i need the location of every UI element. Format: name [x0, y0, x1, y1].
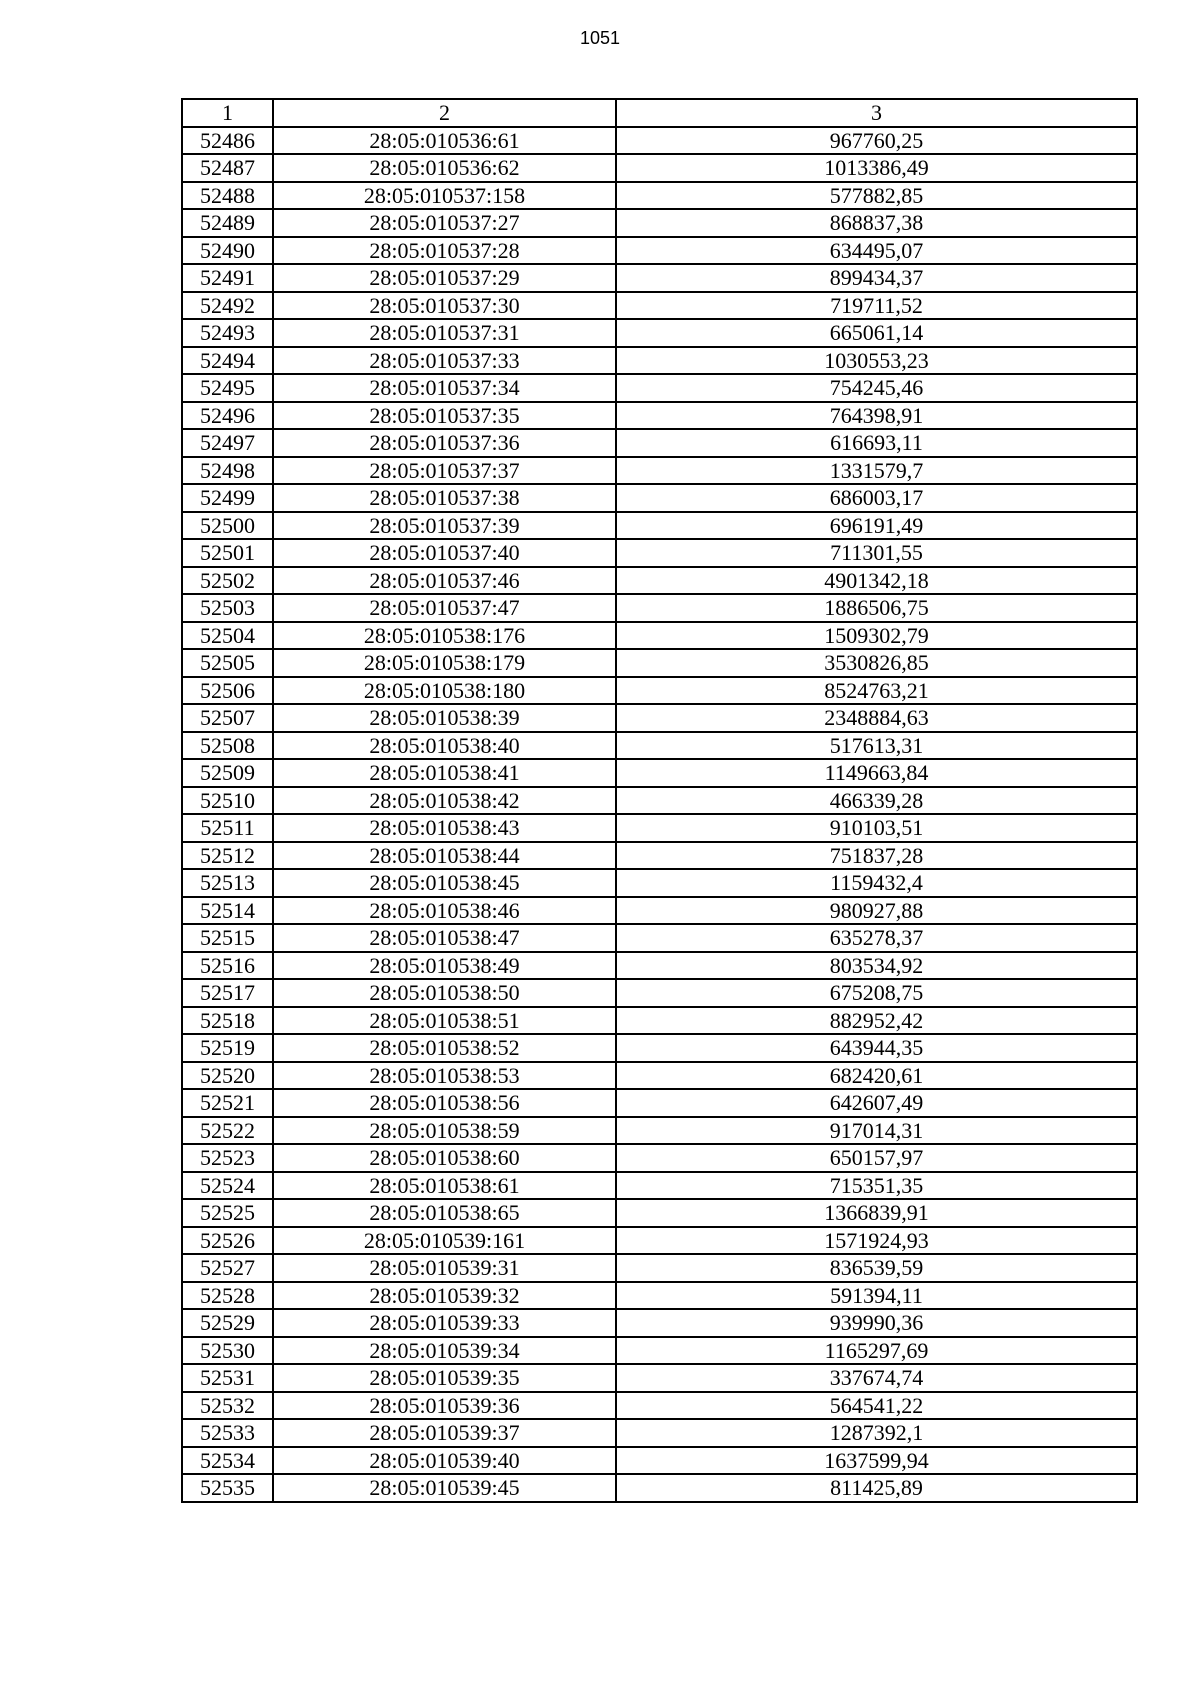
table-row: [182, 1117, 1137, 1145]
value-cell: 1509302,79: [616, 622, 1137, 650]
row-number-cell: 52488: [182, 182, 273, 210]
value-cell: 719711,52: [616, 292, 1137, 320]
table-row: [182, 1062, 1137, 1090]
table-row: [182, 787, 1137, 815]
value-cell: 715351,35: [616, 1172, 1137, 1200]
value-cell: 616693,11: [616, 429, 1137, 457]
value-cell: 764398,91: [616, 402, 1137, 430]
row-number-cell: 52518: [182, 1007, 273, 1035]
value-cell: 803534,92: [616, 952, 1137, 980]
column-header-2: 2: [273, 99, 616, 127]
table-row: [182, 897, 1137, 925]
table-header-row: [182, 99, 1137, 127]
row-number-cell: 52514: [182, 897, 273, 925]
row-number-cell: 52501: [182, 539, 273, 567]
cadastral-number-cell: 28:05:010537:34: [273, 374, 616, 402]
value-cell: 917014,31: [616, 1117, 1137, 1145]
value-cell: 711301,55: [616, 539, 1137, 567]
table-row: [182, 869, 1137, 897]
value-cell: 8524763,21: [616, 677, 1137, 705]
column-header-1: 1: [182, 99, 273, 127]
value-cell: 577882,85: [616, 182, 1137, 210]
cadastral-number-cell: 28:05:010538:180: [273, 677, 616, 705]
value-cell: 1886506,75: [616, 594, 1137, 622]
cadastral-number-cell: 28:05:010537:29: [273, 264, 616, 292]
row-number-cell: 52526: [182, 1227, 273, 1255]
table-row: [182, 539, 1137, 567]
table-row: [182, 842, 1137, 870]
value-cell: 754245,46: [616, 374, 1137, 402]
table-row: [182, 1034, 1137, 1062]
cadastral-number-cell: 28:05:010537:37: [273, 457, 616, 485]
cadastral-number-cell: 28:05:010537:40: [273, 539, 616, 567]
value-cell: 1159432,4: [616, 869, 1137, 897]
table-row: [182, 979, 1137, 1007]
table-row: [182, 1474, 1137, 1502]
cadastral-number-cell: 28:05:010538:61: [273, 1172, 616, 1200]
row-number-cell: 52517: [182, 979, 273, 1007]
table-row: [182, 154, 1137, 182]
cadastral-number-cell: 28:05:010537:38: [273, 484, 616, 512]
row-number-cell: 52499: [182, 484, 273, 512]
row-number-cell: 52527: [182, 1254, 273, 1282]
row-number-cell: 52507: [182, 704, 273, 732]
table-row: [182, 429, 1137, 457]
table-row: [182, 1199, 1137, 1227]
row-number-cell: 52502: [182, 567, 273, 595]
cadastral-number-cell: 28:05:010539:34: [273, 1337, 616, 1365]
cadastral-number-cell: 28:05:010539:37: [273, 1419, 616, 1447]
cadastral-number-cell: 28:05:010537:28: [273, 237, 616, 265]
table-row: [182, 1254, 1137, 1282]
table-row: [182, 182, 1137, 210]
value-cell: 910103,51: [616, 814, 1137, 842]
cadastral-number-cell: 28:05:010538:40: [273, 732, 616, 760]
value-cell: 1030553,23: [616, 347, 1137, 375]
row-number-cell: 52493: [182, 319, 273, 347]
value-cell: 1571924,93: [616, 1227, 1137, 1255]
table-row: [182, 292, 1137, 320]
cadastral-number-cell: 28:05:010539:45: [273, 1474, 616, 1502]
value-cell: 682420,61: [616, 1062, 1137, 1090]
cadastral-number-cell: 28:05:010539:31: [273, 1254, 616, 1282]
row-number-cell: 52506: [182, 677, 273, 705]
table-row: [182, 347, 1137, 375]
table-row: [182, 677, 1137, 705]
value-cell: 665061,14: [616, 319, 1137, 347]
value-cell: 591394,11: [616, 1282, 1137, 1310]
cadastral-number-cell: 28:05:010536:61: [273, 127, 616, 155]
table-row: [182, 402, 1137, 430]
table-row: [182, 512, 1137, 540]
row-number-cell: 52522: [182, 1117, 273, 1145]
table-row: [182, 319, 1137, 347]
row-number-cell: 52496: [182, 402, 273, 430]
row-number-cell: 52505: [182, 649, 273, 677]
table-row: [182, 1007, 1137, 1035]
row-number-cell: 52519: [182, 1034, 273, 1062]
cadastral-number-cell: 28:05:010538:65: [273, 1199, 616, 1227]
cadastral-number-cell: 28:05:010538:44: [273, 842, 616, 870]
value-cell: 751837,28: [616, 842, 1137, 870]
cadastral-number-cell: 28:05:010536:62: [273, 154, 616, 182]
value-cell: 643944,35: [616, 1034, 1137, 1062]
value-cell: 1287392,1: [616, 1419, 1137, 1447]
row-number-cell: 52525: [182, 1199, 273, 1227]
table-row: [182, 1144, 1137, 1172]
row-number-cell: 52512: [182, 842, 273, 870]
table-row: [182, 924, 1137, 952]
cadastral-number-cell: 28:05:010538:47: [273, 924, 616, 952]
cadastral-number-cell: 28:05:010538:41: [273, 759, 616, 787]
table-body: [182, 99, 1137, 1502]
cadastral-number-cell: 28:05:010537:33: [273, 347, 616, 375]
value-cell: 3530826,85: [616, 649, 1137, 677]
cadastral-number-cell: 28:05:010538:46: [273, 897, 616, 925]
row-number-cell: 52529: [182, 1309, 273, 1337]
row-number-cell: 52530: [182, 1337, 273, 1365]
table-row: [182, 952, 1137, 980]
row-number-cell: 52520: [182, 1062, 273, 1090]
value-cell: 4901342,18: [616, 567, 1137, 595]
cadastral-number-cell: 28:05:010538:39: [273, 704, 616, 732]
value-cell: 635278,37: [616, 924, 1137, 952]
cadastral-number-cell: 28:05:010538:50: [273, 979, 616, 1007]
cadastral-number-cell: 28:05:010538:45: [273, 869, 616, 897]
row-number-cell: 52524: [182, 1172, 273, 1200]
row-number-cell: 52531: [182, 1364, 273, 1392]
value-cell: 1366839,91: [616, 1199, 1137, 1227]
table-row: [182, 1309, 1137, 1337]
value-cell: 1013386,49: [616, 154, 1137, 182]
table-row: [182, 1419, 1137, 1447]
cadastral-number-cell: 28:05:010538:42: [273, 787, 616, 815]
row-number-cell: 52487: [182, 154, 273, 182]
table-row: [182, 1392, 1137, 1420]
row-number-cell: 52521: [182, 1089, 273, 1117]
table-row: [182, 704, 1137, 732]
row-number-cell: 52500: [182, 512, 273, 540]
value-cell: 868837,38: [616, 209, 1137, 237]
row-number-cell: 52510: [182, 787, 273, 815]
table-row: [182, 732, 1137, 760]
cadastral-number-cell: 28:05:010537:39: [273, 512, 616, 540]
value-cell: 696191,49: [616, 512, 1137, 540]
row-number-cell: 52516: [182, 952, 273, 980]
row-number-cell: 52492: [182, 292, 273, 320]
value-cell: 517613,31: [616, 732, 1137, 760]
table-row: [182, 814, 1137, 842]
value-cell: 811425,89: [616, 1474, 1137, 1502]
cadastral-number-cell: 28:05:010538:60: [273, 1144, 616, 1172]
value-cell: 675208,75: [616, 979, 1137, 1007]
row-number-cell: 52495: [182, 374, 273, 402]
value-cell: 836539,59: [616, 1254, 1137, 1282]
value-cell: 686003,17: [616, 484, 1137, 512]
table-row: [182, 622, 1137, 650]
row-number-cell: 52513: [182, 869, 273, 897]
table-row: [182, 1282, 1137, 1310]
table-row: [182, 1089, 1137, 1117]
cadastral-number-cell: 28:05:010539:32: [273, 1282, 616, 1310]
row-number-cell: 52486: [182, 127, 273, 155]
cadastral-number-cell: 28:05:010537:27: [273, 209, 616, 237]
table-row: [182, 594, 1137, 622]
value-cell: 466339,28: [616, 787, 1137, 815]
row-number-cell: 52528: [182, 1282, 273, 1310]
value-cell: 650157,97: [616, 1144, 1137, 1172]
row-number-cell: 52490: [182, 237, 273, 265]
row-number-cell: 52523: [182, 1144, 273, 1172]
value-cell: 564541,22: [616, 1392, 1137, 1420]
cadastral-number-cell: 28:05:010538:53: [273, 1062, 616, 1090]
table-row: [182, 1447, 1137, 1475]
cadastral-number-cell: 28:05:010538:59: [273, 1117, 616, 1145]
cadastral-number-cell: 28:05:010538:51: [273, 1007, 616, 1035]
cadastral-number-cell: 28:05:010537:36: [273, 429, 616, 457]
row-number-cell: 52534: [182, 1447, 273, 1475]
page-number: 1051: [579, 28, 621, 48]
row-number-cell: 52515: [182, 924, 273, 952]
row-number-cell: 52535: [182, 1474, 273, 1502]
row-number-cell: 52532: [182, 1392, 273, 1420]
value-cell: 967760,25: [616, 127, 1137, 155]
table-row: [182, 484, 1137, 512]
cadastral-number-cell: 28:05:010539:36: [273, 1392, 616, 1420]
row-number-cell: 52498: [182, 457, 273, 485]
cadastral-number-cell: 28:05:010538:52: [273, 1034, 616, 1062]
table-row: [182, 1172, 1137, 1200]
table-row: [182, 649, 1137, 677]
value-cell: 1637599,94: [616, 1447, 1137, 1475]
cadastral-number-cell: 28:05:010537:158: [273, 182, 616, 210]
registry-table: [181, 98, 1138, 1503]
table-row: [182, 1364, 1137, 1392]
value-cell: 337674,74: [616, 1364, 1137, 1392]
cadastral-number-cell: 28:05:010539:33: [273, 1309, 616, 1337]
cadastral-number-cell: 28:05:010537:30: [273, 292, 616, 320]
table-row: [182, 457, 1137, 485]
cadastral-number-cell: 28:05:010537:31: [273, 319, 616, 347]
row-number-cell: 52509: [182, 759, 273, 787]
table-row: [182, 127, 1137, 155]
value-cell: 899434,37: [616, 264, 1137, 292]
cadastral-number-cell: 28:05:010539:35: [273, 1364, 616, 1392]
value-cell: 642607,49: [616, 1089, 1137, 1117]
table-row: [182, 1227, 1137, 1255]
cadastral-number-cell: 28:05:010538:49: [273, 952, 616, 980]
cadastral-number-cell: 28:05:010539:161: [273, 1227, 616, 1255]
value-cell: 939990,36: [616, 1309, 1137, 1337]
row-number-cell: 52533: [182, 1419, 273, 1447]
cadastral-number-cell: 28:05:010537:35: [273, 402, 616, 430]
value-cell: 882952,42: [616, 1007, 1137, 1035]
value-cell: 634495,07: [616, 237, 1137, 265]
row-number-cell: 52511: [182, 814, 273, 842]
cadastral-number-cell: 28:05:010537:46: [273, 567, 616, 595]
table-row: [182, 374, 1137, 402]
value-cell: 1165297,69: [616, 1337, 1137, 1365]
cadastral-number-cell: 28:05:010539:40: [273, 1447, 616, 1475]
table-row: [182, 567, 1137, 595]
cadastral-number-cell: 28:05:010538:43: [273, 814, 616, 842]
table-row: [182, 209, 1137, 237]
table-row: [182, 1337, 1137, 1365]
column-header-3: 3: [616, 99, 1137, 127]
cadastral-number-cell: 28:05:010538:176: [273, 622, 616, 650]
row-number-cell: 52504: [182, 622, 273, 650]
cadastral-number-cell: 28:05:010537:47: [273, 594, 616, 622]
row-number-cell: 52497: [182, 429, 273, 457]
row-number-cell: 52489: [182, 209, 273, 237]
row-number-cell: 52508: [182, 732, 273, 760]
row-number-cell: 52503: [182, 594, 273, 622]
table-row: [182, 237, 1137, 265]
cadastral-number-cell: 28:05:010538:56: [273, 1089, 616, 1117]
cadastral-number-cell: 28:05:010538:179: [273, 649, 616, 677]
table-row: [182, 264, 1137, 292]
value-cell: 980927,88: [616, 897, 1137, 925]
value-cell: 1331579,7: [616, 457, 1137, 485]
row-number-cell: 52494: [182, 347, 273, 375]
value-cell: 1149663,84: [616, 759, 1137, 787]
table-row: [182, 759, 1137, 787]
row-number-cell: 52491: [182, 264, 273, 292]
value-cell: 2348884,63: [616, 704, 1137, 732]
